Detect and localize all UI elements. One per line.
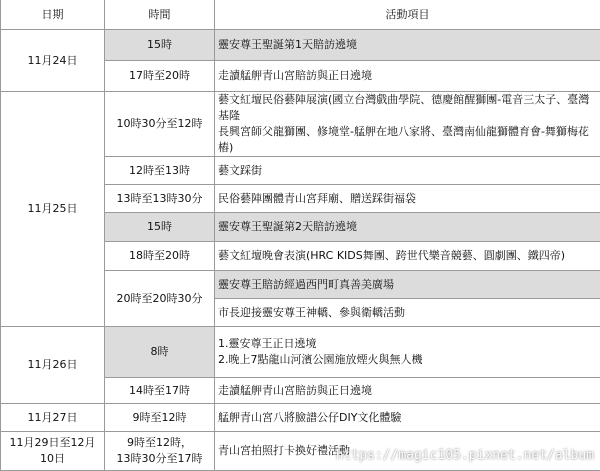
header-activity: 活動項目 bbox=[215, 0, 600, 30]
activity-cell: 藝文紅壇晚會表演(HRC KIDS舞團、跨世代樂音競藝、圓劇團、鐵四帝) bbox=[215, 242, 600, 271]
activity-line: 1.靈安尊王正日遶境 bbox=[218, 336, 597, 352]
activity-cell: 藝文踩街 bbox=[215, 157, 600, 185]
time-cell: 8時 bbox=[105, 327, 215, 378]
activity-cell: 青山宮拍照打卡換好禮活動 bbox=[215, 432, 600, 471]
activity-cell: 市長迎接靈安尊王神轎、參與衛轎活動 bbox=[215, 299, 600, 327]
table-row bbox=[1, 327, 600, 378]
time-cell: 20時至20時30分 bbox=[105, 271, 215, 327]
activity-cell: 走讀艋舺青山宮賠訪與正日遶境 bbox=[215, 378, 600, 404]
watermark-text: https://magic105.pixnet.net/album bbox=[336, 448, 594, 463]
time-line: 9時至12時， bbox=[108, 435, 211, 451]
time-cell: 17時至20時 bbox=[105, 61, 215, 92]
activity-cell: 靈安尊王賠訪經過西門町真善美廣場 bbox=[215, 271, 600, 299]
time-cell: 13時至13時30分 bbox=[105, 185, 215, 213]
activity-cell: 靈安尊王聖誕第2天賠訪遶境 bbox=[215, 213, 600, 242]
table-row bbox=[1, 92, 600, 157]
date-cell: 11月27日 bbox=[1, 404, 105, 432]
activity-line: 2.晚上7點龍山河濱公園施放煙火與無人機 bbox=[218, 352, 597, 368]
time-cell: 12時至13時 bbox=[105, 157, 215, 185]
activity-cell bbox=[215, 327, 600, 378]
time-cell: 18時至20時 bbox=[105, 242, 215, 271]
header-time: 時間 bbox=[105, 0, 215, 30]
header-row bbox=[1, 0, 600, 30]
header-date: 日期 bbox=[1, 0, 105, 30]
activity-cell: 走讀艋舺青山宮賠訪與正日遶境 bbox=[215, 61, 600, 92]
date-cell: 11月25日 bbox=[1, 92, 105, 327]
time-cell: 14時至17時 bbox=[105, 378, 215, 404]
activity-cell bbox=[215, 92, 600, 157]
time-cell: 15時 bbox=[105, 30, 215, 61]
table-row bbox=[1, 30, 600, 61]
time-cell: 10時30分至12時 bbox=[105, 92, 215, 157]
time-cell: 9時至12時 bbox=[105, 404, 215, 432]
activity-line: 長興宮師父龍獅團、修境堂-艋舺在地八家將、臺灣南仙龍獅體育會-舞獅梅花樁) bbox=[218, 124, 597, 156]
date-cell: 11月24日 bbox=[1, 30, 105, 92]
date-cell: 11月26日 bbox=[1, 327, 105, 404]
time-cell: 15時 bbox=[105, 213, 215, 242]
date-cell: 11月29日至12月10日 bbox=[1, 432, 105, 471]
activity-cell: 艋舺青山宮八將臉譜公仔DIY文化體驗 bbox=[215, 404, 600, 432]
activity-cell: 民俗藝陣團體青山宮拜廟、贈送踩街福袋 bbox=[215, 185, 600, 213]
activity-line: 藝文紅壇民俗藝陣展演(國立台灣戲曲學院、德慶館醒獅團-電音三太子、臺灣基隆 bbox=[218, 92, 597, 124]
time-line: 13時30分至17時 bbox=[108, 451, 211, 467]
table-row bbox=[1, 404, 600, 432]
activity-cell: 靈安尊王聖誕第1天賠訪遶境 bbox=[215, 30, 600, 61]
